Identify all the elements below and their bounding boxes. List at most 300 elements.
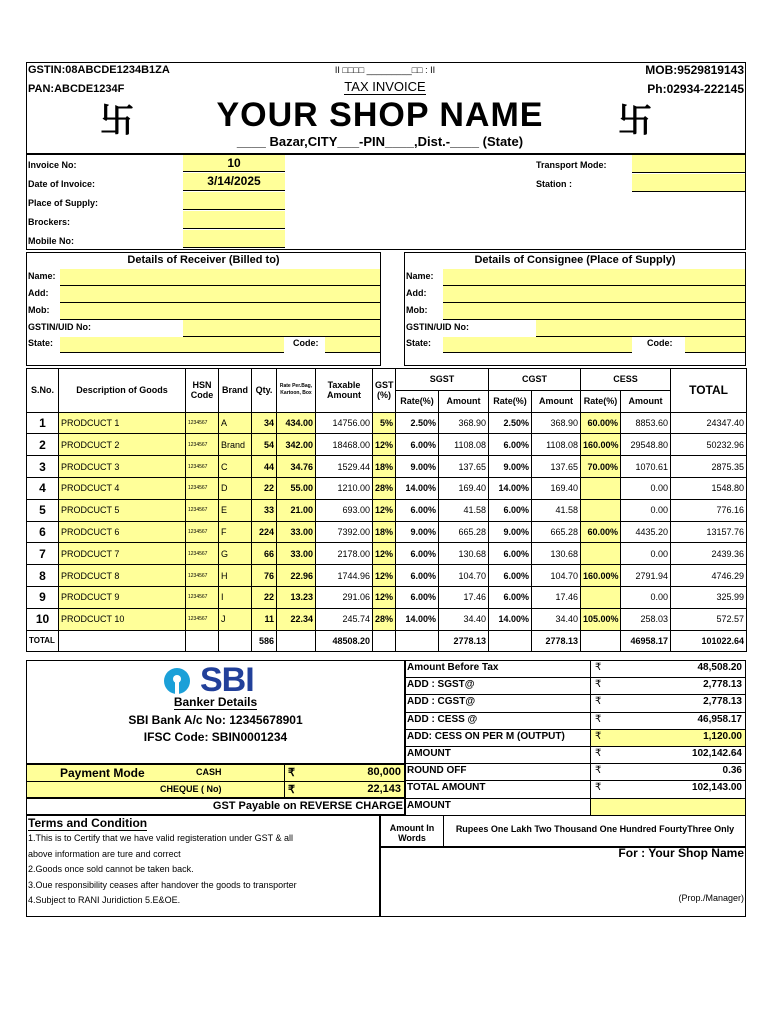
receiver-mob-field[interactable] bbox=[60, 303, 380, 320]
doc-type-label: TAX INVOICE bbox=[344, 79, 426, 94]
cell-rate[interactable]: 22.96 bbox=[277, 565, 316, 587]
cell-desc[interactable]: PRODCUCT 4 bbox=[59, 477, 186, 499]
summary-currency: ₹ bbox=[595, 679, 602, 691]
cell-cgst-rate: 6.00% bbox=[489, 586, 532, 608]
cell-gst[interactable]: 12% bbox=[373, 499, 396, 521]
cell-sgst-rate: 9.00% bbox=[396, 456, 439, 478]
cell-cess-amount: 0.00 bbox=[621, 499, 671, 521]
summary-value-cell bbox=[591, 661, 745, 677]
totals-empty-brand bbox=[219, 630, 252, 652]
totals-label: TOTAL bbox=[27, 630, 59, 652]
cell-hsn[interactable]: 1234567 bbox=[186, 412, 219, 434]
header-gst: GST (%) bbox=[373, 369, 396, 413]
header-taxable: Taxable Amount bbox=[316, 369, 373, 413]
cell-qty[interactable]: 34 bbox=[252, 412, 277, 434]
cell-hsn[interactable]: 1234567 bbox=[186, 565, 219, 587]
consignee-state-field[interactable] bbox=[443, 337, 632, 353]
cell-gst[interactable]: 12% bbox=[373, 565, 396, 587]
cell-brand[interactable]: D bbox=[219, 477, 252, 499]
cell-cgst-amount: 1108.08 bbox=[532, 434, 581, 456]
cell-qty[interactable]: 44 bbox=[252, 456, 277, 478]
cell-brand[interactable]: G bbox=[219, 543, 252, 565]
summary-value: 48,508.20 bbox=[697, 662, 742, 673]
cell-rate[interactable]: 34.76 bbox=[277, 456, 316, 478]
cell-total: 2439.36 bbox=[671, 543, 747, 565]
sbi-logo-text: SBI bbox=[200, 661, 254, 699]
receiver-name-label: Name: bbox=[28, 271, 56, 281]
consignee-code-field[interactable] bbox=[685, 337, 745, 353]
summary-row bbox=[405, 694, 746, 712]
cell-taxable: 693.00 bbox=[316, 499, 373, 521]
cell-cess-amount: 4435.20 bbox=[621, 521, 671, 543]
totals-taxable: 48508.20 bbox=[316, 630, 373, 652]
cell-taxable: 14756.00 bbox=[316, 412, 373, 434]
totals-empty-rate bbox=[277, 630, 316, 652]
cell-taxable: 1744.96 bbox=[316, 565, 373, 587]
cell-rate[interactable]: 434.00 bbox=[277, 412, 316, 434]
summary-value-cell bbox=[591, 747, 745, 763]
summary-value-cell bbox=[591, 713, 745, 729]
cell-rate[interactable]: 22.34 bbox=[277, 608, 316, 630]
place-of-supply-field[interactable] bbox=[183, 192, 285, 210]
header-sgst: SGST bbox=[396, 369, 489, 391]
summary-label: ADD : CESS @ bbox=[407, 713, 478, 725]
cell-hsn[interactable]: 1234567 bbox=[186, 586, 219, 608]
summary-label: ADD : CGST@ bbox=[407, 696, 476, 708]
cell-cess-rate[interactable]: 160.00% bbox=[581, 434, 621, 456]
cell-cess-amount: 0.00 bbox=[621, 477, 671, 499]
banker-details-title bbox=[26, 695, 405, 709]
summary-value: 2,778.13 bbox=[703, 696, 742, 708]
cell-desc[interactable]: PRODCUCT 10 bbox=[59, 608, 186, 630]
consignee-title: Details of Consignee (Place of Supply) bbox=[474, 254, 676, 266]
cell-brand[interactable]: F bbox=[219, 521, 252, 543]
mobile-text: MOB:9529819143 bbox=[645, 63, 744, 77]
table-row bbox=[27, 543, 747, 565]
header-qty: Qty. bbox=[252, 369, 277, 413]
cell-cess-amount: 0.00 bbox=[621, 543, 671, 565]
cell-cgst-rate: 9.00% bbox=[489, 521, 532, 543]
cell-cgst-amount: 130.68 bbox=[532, 543, 581, 565]
cell-desc[interactable]: PRODCUCT 9 bbox=[59, 586, 186, 608]
receiver-add-field[interactable] bbox=[60, 286, 380, 303]
cell-sgst-amount: 41.58 bbox=[439, 499, 489, 521]
cell-sgst-amount: 130.68 bbox=[439, 543, 489, 565]
cell-sgst-amount: 1108.08 bbox=[439, 434, 489, 456]
header-cess: CESS bbox=[581, 369, 671, 391]
receiver-gstin-label: GSTIN/UID No: bbox=[28, 322, 91, 332]
blessing-text: II □□□□ _________□□ : II bbox=[334, 65, 436, 75]
cell-qty[interactable]: 76 bbox=[252, 565, 277, 587]
summary-row bbox=[405, 712, 746, 730]
cell-sgst-rate: 2.50% bbox=[396, 412, 439, 434]
receiver-mob-label: Mob: bbox=[28, 305, 50, 315]
cell-sno: 5 bbox=[27, 499, 59, 521]
cell-taxable: 2178.00 bbox=[316, 543, 373, 565]
cheque-value[interactable]: 22,143 bbox=[367, 783, 401, 795]
bank-account: SBI Bank A/c No: 12345678901 bbox=[128, 713, 303, 727]
amount-words-label: Amount In Words bbox=[389, 823, 435, 843]
header-total: TOTAL bbox=[671, 369, 747, 413]
brockers-label: Brockers: bbox=[28, 217, 71, 227]
cell-brand[interactable]: I bbox=[219, 586, 252, 608]
summary-label: ADD: CESS ON PER M (OUTPUT) bbox=[407, 730, 565, 742]
cell-gst[interactable]: 12% bbox=[373, 543, 396, 565]
cell-rate[interactable]: 21.00 bbox=[277, 499, 316, 521]
table-row bbox=[27, 477, 747, 499]
cell-sgst-amount: 104.70 bbox=[439, 565, 489, 587]
cell-brand[interactable]: A bbox=[219, 412, 252, 434]
table-row bbox=[27, 521, 747, 543]
consignee-code-label: Code: bbox=[647, 338, 673, 348]
summary-label: AMOUNT bbox=[407, 799, 451, 811]
summary-row bbox=[405, 798, 746, 816]
cell-brand[interactable]: E bbox=[219, 499, 252, 521]
summary-row bbox=[405, 677, 746, 695]
cell-sgst-rate: 6.00% bbox=[396, 434, 439, 456]
cell-gst[interactable]: 28% bbox=[373, 477, 396, 499]
cell-cgst-amount: 169.40 bbox=[532, 477, 581, 499]
cell-rate[interactable]: 33.00 bbox=[277, 543, 316, 565]
header-rate: Rate Per.Bag, Kartoon, Box bbox=[277, 369, 316, 413]
cell-brand[interactable]: J bbox=[219, 608, 252, 630]
totals-empty-cess-rate bbox=[581, 630, 621, 652]
cell-total: 4746.29 bbox=[671, 565, 747, 587]
cash-label: CASH bbox=[196, 767, 222, 777]
header-sno: S.No. bbox=[27, 369, 59, 413]
cell-rate[interactable]: 13.23 bbox=[277, 586, 316, 608]
cash-value[interactable]: 80,000 bbox=[367, 766, 401, 778]
brockers-field[interactable] bbox=[183, 211, 285, 229]
cell-taxable: 1529.44 bbox=[316, 456, 373, 478]
cell-qty[interactable]: 66 bbox=[252, 543, 277, 565]
cell-total: 325.99 bbox=[671, 586, 747, 608]
items-table bbox=[26, 368, 747, 652]
summary-value-cell bbox=[591, 678, 745, 694]
cell-sgst-rate: 6.00% bbox=[396, 565, 439, 587]
summary-label: ADD : SGST@ bbox=[407, 679, 475, 691]
cell-gst[interactable]: 5% bbox=[373, 412, 396, 434]
invoice-no-label: Invoice No: bbox=[28, 160, 77, 170]
terms-line: 1.This is to Certify that we have valid registeration under GST & all bbox=[28, 833, 293, 843]
summary-value-cell bbox=[591, 764, 745, 780]
table-row bbox=[27, 434, 747, 456]
terms-line: 4.Subject to RANI Juridiction 5.E&OE. bbox=[28, 895, 181, 905]
cell-cgst-amount: 137.65 bbox=[532, 456, 581, 478]
cell-cgst-amount: 41.58 bbox=[532, 499, 581, 521]
cell-sgst-rate: 9.00% bbox=[396, 521, 439, 543]
consignee-gstin-field[interactable] bbox=[536, 320, 745, 337]
cell-sgst-amount: 137.65 bbox=[439, 456, 489, 478]
summary-value-cell bbox=[591, 781, 745, 797]
cell-brand[interactable]: H bbox=[219, 565, 252, 587]
cell-cess-amount: 29548.80 bbox=[621, 434, 671, 456]
cell-total: 572.57 bbox=[671, 608, 747, 630]
cell-hsn[interactable]: 1234567 bbox=[186, 543, 219, 565]
table-header-row bbox=[27, 369, 747, 391]
cell-qty[interactable]: 11 bbox=[252, 608, 277, 630]
cell-qty[interactable]: 54 bbox=[252, 434, 277, 456]
table-row bbox=[27, 456, 747, 478]
consignee-mob-label: Mob: bbox=[406, 305, 428, 315]
consignee-gstin-label: GSTIN/UID No: bbox=[406, 322, 469, 332]
cell-cess-rate[interactable]: 160.00% bbox=[581, 565, 621, 587]
receiver-title: Details of Receiver (Billed to) bbox=[127, 254, 280, 266]
cell-cgst-amount: 665.28 bbox=[532, 521, 581, 543]
for-shop-name: For : Your Shop Name bbox=[618, 846, 744, 860]
summary-value: 102,143.00 bbox=[691, 782, 742, 794]
receiver-state-field[interactable] bbox=[60, 337, 284, 353]
totals-cess: 46958.17 bbox=[621, 630, 671, 652]
cell-sno: 8 bbox=[27, 565, 59, 587]
item-rows bbox=[27, 412, 747, 630]
cell-hsn[interactable]: 1234567 bbox=[186, 434, 219, 456]
totals-row bbox=[27, 630, 747, 652]
table-row bbox=[27, 608, 747, 630]
invoice-no-field[interactable]: 10 bbox=[183, 155, 285, 172]
header-cgst-rate: Rate(%) bbox=[489, 390, 532, 412]
bank-ifsc: IFSC Code: SBIN0001234 bbox=[143, 730, 288, 744]
cell-cess-rate[interactable] bbox=[581, 586, 621, 608]
cell-cess-amount: 8853.60 bbox=[621, 412, 671, 434]
cell-desc[interactable]: PRODCUCT 7 bbox=[59, 543, 186, 565]
cell-cgst-amount: 34.40 bbox=[532, 608, 581, 630]
header-sgst-rate: Rate(%) bbox=[396, 390, 439, 412]
cell-qty[interactable]: 22 bbox=[252, 586, 277, 608]
cell-sno: 10 bbox=[27, 608, 59, 630]
totals-empty-desc bbox=[59, 630, 186, 652]
consignee-name-label: Name: bbox=[406, 271, 434, 281]
mobile-no-field[interactable] bbox=[183, 230, 285, 248]
cell-taxable: 1210.00 bbox=[316, 477, 373, 499]
cell-taxable: 18468.00 bbox=[316, 434, 373, 456]
cell-cgst-rate: 6.00% bbox=[489, 434, 532, 456]
cell-total: 50232.96 bbox=[671, 434, 747, 456]
totals-cgst: 2778.13 bbox=[532, 630, 581, 652]
header-cess-rate: Rate(%) bbox=[581, 390, 621, 412]
table-row bbox=[27, 412, 747, 434]
pan-text: PAN:ABCDE1234F bbox=[28, 83, 125, 95]
summary-currency: ₹ bbox=[595, 730, 602, 742]
transport-mode-label: Transport Mode: bbox=[536, 160, 607, 170]
summary-label: ROUND OFF bbox=[407, 765, 467, 777]
cell-sno: 7 bbox=[27, 543, 59, 565]
summary-row bbox=[405, 660, 746, 678]
cell-desc[interactable]: PRODCUCT 2 bbox=[59, 434, 186, 456]
cell-sno: 6 bbox=[27, 521, 59, 543]
cell-gst[interactable]: 18% bbox=[373, 521, 396, 543]
cheque-label: CHEQUE ( No) bbox=[160, 784, 222, 794]
totals-sgst: 2778.13 bbox=[439, 630, 489, 652]
cell-desc[interactable]: PRODCUCT 8 bbox=[59, 565, 186, 587]
summary-currency: ₹ bbox=[595, 662, 602, 673]
table-row bbox=[27, 586, 747, 608]
payment-mode-title: Payment Mode bbox=[60, 766, 145, 780]
cell-total: 1548.80 bbox=[671, 477, 747, 499]
header-cgst-amount: Amount bbox=[532, 390, 581, 412]
totals-empty-sgst-rate bbox=[396, 630, 439, 652]
summary-row bbox=[405, 780, 746, 798]
header-hsn: HSN Code bbox=[186, 369, 219, 413]
cell-hsn[interactable]: 1234567 bbox=[186, 477, 219, 499]
cell-rate[interactable]: 342.00 bbox=[277, 434, 316, 456]
station-field[interactable] bbox=[632, 174, 745, 192]
totals-empty-hsn bbox=[186, 630, 219, 652]
cell-qty[interactable]: 33 bbox=[252, 499, 277, 521]
cheque-currency: ₹ bbox=[288, 784, 295, 796]
cell-sgst-rate: 14.00% bbox=[396, 608, 439, 630]
shop-address: ____ Bazar,CITY___-PIN____,Dist.-____ (State) bbox=[236, 134, 524, 149]
cell-brand[interactable]: Brand bbox=[219, 434, 252, 456]
receiver-gstin-field[interactable] bbox=[183, 320, 380, 337]
summary-row bbox=[405, 729, 746, 747]
terms-line: above information are ture and correct bbox=[28, 848, 181, 859]
cell-sno: 2 bbox=[27, 434, 59, 456]
cell-cgst-amount: 368.90 bbox=[532, 412, 581, 434]
summary-row bbox=[405, 763, 746, 781]
cell-hsn[interactable]: 1234567 bbox=[186, 499, 219, 521]
cash-currency: ₹ bbox=[288, 767, 295, 779]
consignee-name-field[interactable] bbox=[443, 269, 745, 286]
summary-label: TOTAL AMOUNT bbox=[407, 782, 486, 794]
cell-desc[interactable]: PRODCUCT 3 bbox=[59, 456, 186, 478]
transport-mode-field[interactable] bbox=[632, 155, 745, 173]
shop-name: YOUR SHOP NAME bbox=[216, 96, 544, 134]
summary-currency: ₹ bbox=[595, 748, 602, 759]
summary-value-cell[interactable] bbox=[591, 730, 745, 746]
reverse-charge-label: GST Payable on REVERSE CHARGE bbox=[212, 800, 403, 812]
cell-sgst-amount: 665.28 bbox=[439, 521, 489, 543]
cell-sgst-rate: 6.00% bbox=[396, 586, 439, 608]
cell-sgst-amount: 169.40 bbox=[439, 477, 489, 499]
cell-qty[interactable]: 224 bbox=[252, 521, 277, 543]
cell-qty[interactable]: 22 bbox=[252, 477, 277, 499]
receiver-code-field[interactable] bbox=[325, 337, 380, 353]
cell-cgst-amount: 17.46 bbox=[532, 586, 581, 608]
cell-sgst-amount: 368.90 bbox=[439, 412, 489, 434]
cell-gst[interactable]: 18% bbox=[373, 456, 396, 478]
signatory-label: (Prop./Manager) bbox=[678, 893, 744, 903]
payment-row-divider bbox=[26, 781, 405, 782]
receiver-name-field[interactable] bbox=[60, 269, 380, 286]
cell-cgst-rate: 2.50% bbox=[489, 412, 532, 434]
cell-cgst-rate: 6.00% bbox=[489, 499, 532, 521]
cell-gst[interactable]: 12% bbox=[373, 434, 396, 456]
cell-hsn[interactable]: 1234567 bbox=[186, 456, 219, 478]
summary-currency: ₹ bbox=[595, 782, 602, 794]
summary-currency: ₹ bbox=[595, 765, 602, 777]
phone-text: Ph:02934-222145 bbox=[647, 82, 744, 96]
station-label: Station : bbox=[536, 179, 572, 189]
cell-brand[interactable]: C bbox=[219, 456, 252, 478]
cell-hsn[interactable]: 1234567 bbox=[186, 521, 219, 543]
cell-gst[interactable]: 12% bbox=[373, 586, 396, 608]
totals-qty: 586 bbox=[252, 630, 277, 652]
totals-empty-gst bbox=[373, 630, 396, 652]
sbi-logo bbox=[162, 661, 272, 699]
summary-value: 46,958.17 bbox=[697, 713, 742, 725]
cell-desc[interactable]: PRODCUCT 1 bbox=[59, 412, 186, 434]
cell-cgst-rate: 14.00% bbox=[489, 608, 532, 630]
summary-currency: ₹ bbox=[595, 713, 602, 725]
summary-row bbox=[405, 746, 746, 764]
cell-gst[interactable]: 28% bbox=[373, 608, 396, 630]
cell-total: 776.16 bbox=[671, 499, 747, 521]
cell-cess-rate[interactable]: 70.00% bbox=[581, 456, 621, 478]
cell-cess-rate[interactable] bbox=[581, 543, 621, 565]
cell-sgst-rate: 14.00% bbox=[396, 477, 439, 499]
summary-label: Amount Before Tax bbox=[407, 662, 499, 673]
cell-sno: 1 bbox=[27, 412, 59, 434]
cell-cess-rate[interactable]: 60.00% bbox=[581, 412, 621, 434]
cell-cess-amount: 2791.94 bbox=[621, 565, 671, 587]
invoice-date-label: Date of Invoice: bbox=[28, 179, 96, 189]
cell-cess-rate[interactable] bbox=[581, 499, 621, 521]
invoice-date-field[interactable]: 3/14/2025 bbox=[183, 173, 285, 191]
cell-sno: 9 bbox=[27, 586, 59, 608]
consignee-add-label: Add: bbox=[406, 288, 427, 298]
summary-currency: ₹ bbox=[595, 696, 602, 708]
header-brand: Brand bbox=[219, 369, 252, 413]
header-cess-amount: Amount bbox=[621, 390, 671, 412]
summary-value-cell[interactable] bbox=[591, 799, 745, 815]
receiver-code-label: Code: bbox=[293, 338, 319, 348]
totals-empty-cgst-rate bbox=[489, 630, 532, 652]
table-row bbox=[27, 499, 747, 521]
cell-cgst-amount: 104.70 bbox=[532, 565, 581, 587]
cell-cgst-rate: 9.00% bbox=[489, 456, 532, 478]
summary-value: 0.36 bbox=[722, 765, 742, 777]
cell-desc[interactable]: PRODCUCT 5 bbox=[59, 499, 186, 521]
banker-title-label: Banker Details bbox=[173, 695, 258, 709]
table-row bbox=[27, 565, 747, 587]
cell-taxable: 291.06 bbox=[316, 586, 373, 608]
cell-cess-rate[interactable]: 105.00% bbox=[581, 608, 621, 630]
mobile-no-label: Mobile No: bbox=[28, 236, 74, 246]
place-of-supply-label: Place of Supply: bbox=[28, 198, 99, 208]
cell-total: 24347.40 bbox=[671, 412, 747, 434]
receiver-state-label: State: bbox=[28, 338, 54, 348]
header-cgst: CGST bbox=[489, 369, 581, 391]
cell-sgst-rate: 6.00% bbox=[396, 499, 439, 521]
consignee-add-field[interactable] bbox=[443, 286, 745, 303]
summary-value: 102,142.64 bbox=[691, 748, 742, 759]
swastika-right-icon: 卐 bbox=[618, 102, 652, 140]
summary-value: 1,120.00 bbox=[703, 730, 742, 742]
cell-hsn[interactable]: 1234567 bbox=[186, 608, 219, 630]
cell-rate[interactable]: 33.00 bbox=[277, 521, 316, 543]
cell-total: 2875.35 bbox=[671, 456, 747, 478]
cell-sgst-amount: 34.40 bbox=[439, 608, 489, 630]
cell-sno: 3 bbox=[27, 456, 59, 478]
summary-value: 2,778.13 bbox=[703, 679, 742, 691]
header-sgst-amount: Amount bbox=[439, 390, 489, 412]
consignee-mob-field[interactable] bbox=[443, 303, 745, 320]
cell-cess-amount: 258.03 bbox=[621, 608, 671, 630]
cell-cess-rate[interactable] bbox=[581, 477, 621, 499]
terms-title-label: Terms and Condition bbox=[28, 816, 148, 830]
cell-cess-amount: 0.00 bbox=[621, 586, 671, 608]
cell-rate[interactable]: 55.00 bbox=[277, 477, 316, 499]
summary-label: AMOUNT bbox=[407, 748, 451, 759]
terms-line: 2.Goods once sold cannot be taken back. bbox=[28, 864, 194, 874]
cell-taxable: 245.74 bbox=[316, 608, 373, 630]
cell-desc[interactable]: PRODCUCT 6 bbox=[59, 521, 186, 543]
cell-sno: 4 bbox=[27, 477, 59, 499]
cell-cess-rate[interactable]: 60.00% bbox=[581, 521, 621, 543]
cell-total: 13157.76 bbox=[671, 521, 747, 543]
totals-grand: 101022.64 bbox=[671, 630, 747, 652]
